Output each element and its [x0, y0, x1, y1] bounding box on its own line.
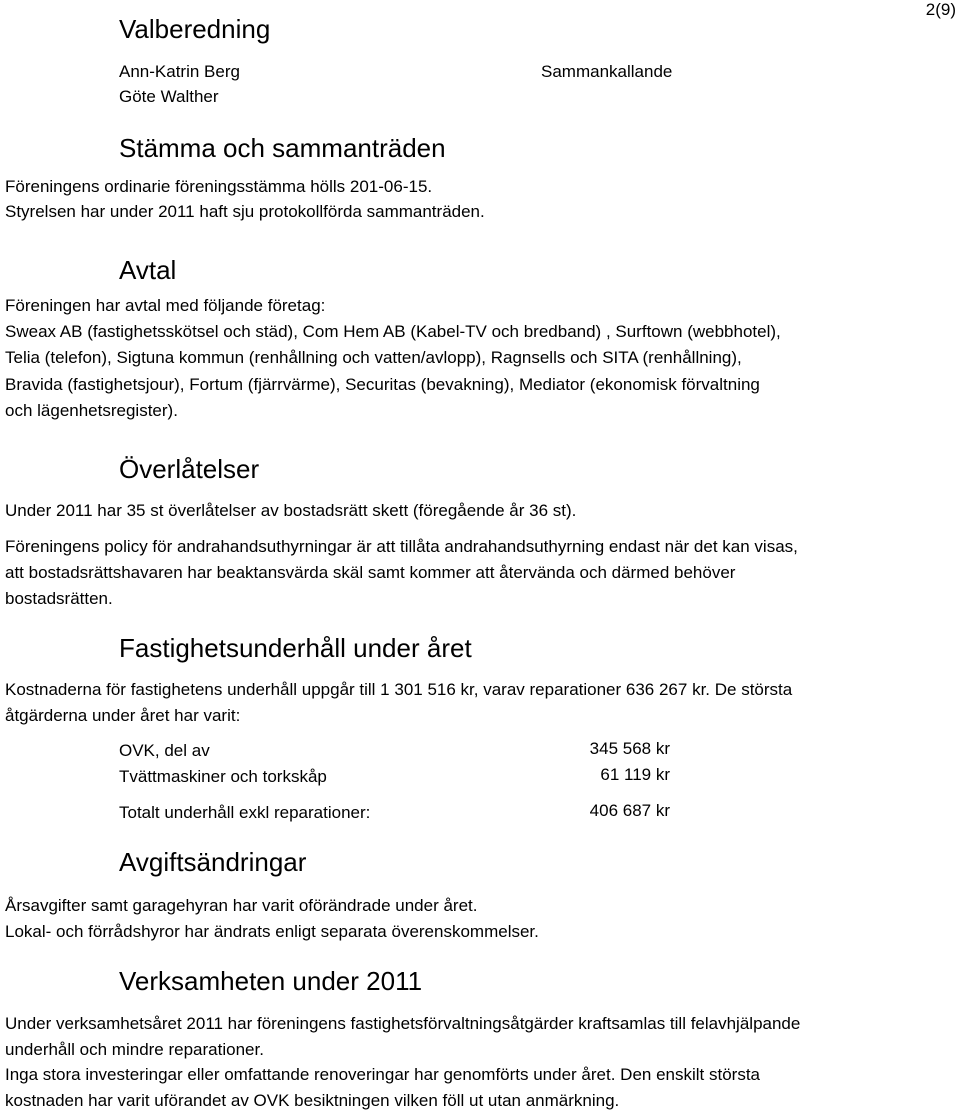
heading-underhall: Fastighetsunderhåll under året: [119, 633, 472, 663]
policy-line: Föreningens policy för andrahandsuthyrningar är att tillåta andrahandsuthyrning endast när det kan visas,: [5, 537, 798, 556]
stamma-line: Föreningens ordinarie föreningsstämma hölls 201-06-15.: [5, 177, 433, 196]
member-name: Ann-Katrin Berg: [119, 62, 240, 81]
overlatelser-line: Under 2011 har 35 st överlåtelser av bostadsrätt skett (föregående år 36 st).: [5, 501, 577, 520]
page-number: 2(9): [925, 0, 956, 19]
stamma-line: Styrelsen har under 2011 haft sju protokollförda sammanträden.: [5, 202, 485, 221]
avtal-line: Bravida (fastighetsjour), Fortum (fjärrvärme), Securitas (bevakning), Mediator (ekonomisk förvaltning: [5, 375, 760, 394]
verksamheten-line: underhåll och mindre reparationer.: [5, 1040, 264, 1059]
member-name: Göte Walther: [119, 87, 219, 106]
verksamheten-line: kostnaden har varit uförandet av OVK besiktningen vilken föll ut utan anmärkning.: [5, 1091, 620, 1110]
cost-total-label: Totalt underhåll exkl reparationer:: [119, 803, 371, 822]
heading-verksamheten: Verksamheten under 2011: [119, 966, 423, 996]
avtal-line: och lägenhetsregister).: [5, 401, 178, 420]
heading-stamma: Stämma och sammanträden: [119, 133, 446, 163]
cost-item-label: Tvättmaskiner och torkskåp: [119, 767, 327, 786]
underhall-line: Kostnaderna för fastighetens underhåll uppgår till 1 301 516 kr, varav reparationer 636 267 kr. De största: [5, 680, 793, 699]
cost-item-amount: 345 568 kr: [589, 739, 670, 758]
cost-total-amount: 406 687 kr: [589, 801, 670, 820]
cost-item-amount: 61 119 kr: [600, 765, 670, 784]
verksamheten-line: Inga stora investeringar eller omfattande renoveringar har genomförts under året. Den enskilt största: [5, 1065, 761, 1084]
avgifter-line: Årsavgifter samt garagehyran har varit oförändrade under året.: [5, 896, 478, 915]
cost-item-label: OVK, del av: [119, 741, 210, 760]
heading-avtal: Avtal: [119, 255, 177, 285]
member-role: Sammankallande: [541, 62, 673, 81]
underhall-line: åtgärderna under året har varit:: [5, 706, 241, 725]
avtal-line: Telia (telefon), Sigtuna kommun (renhållning och vatten/avlopp), Ragnsells och SITA (renhållning),: [5, 348, 742, 367]
policy-line: att bostadsrättshavaren har beaktansvärda skäl samt kommer att återvända och därmed behöver: [5, 563, 736, 582]
avgifter-line: Lokal- och förrådshyror har ändrats enligt separata överenskommelser.: [5, 922, 539, 941]
avtal-line: Sweax AB (fastighetsskötsel och städ), Com Hem AB (Kabel-TV och bredband) , Surftown (webbhotel),: [5, 322, 781, 341]
heading-valberedning: Valberedning: [119, 14, 271, 44]
policy-line: bostadsrätten.: [5, 589, 113, 608]
avtal-intro: Föreningen har avtal med följande företag:: [5, 296, 326, 315]
verksamheten-line: Under verksamhetsåret 2011 har föreningens fastighetsförvaltningsåtgärder kraftsamlas till felavhjälpande: [5, 1014, 801, 1033]
heading-avgifter: Avgiftsändringar: [119, 847, 307, 877]
heading-overlatelser: Överlåtelser: [119, 454, 260, 484]
